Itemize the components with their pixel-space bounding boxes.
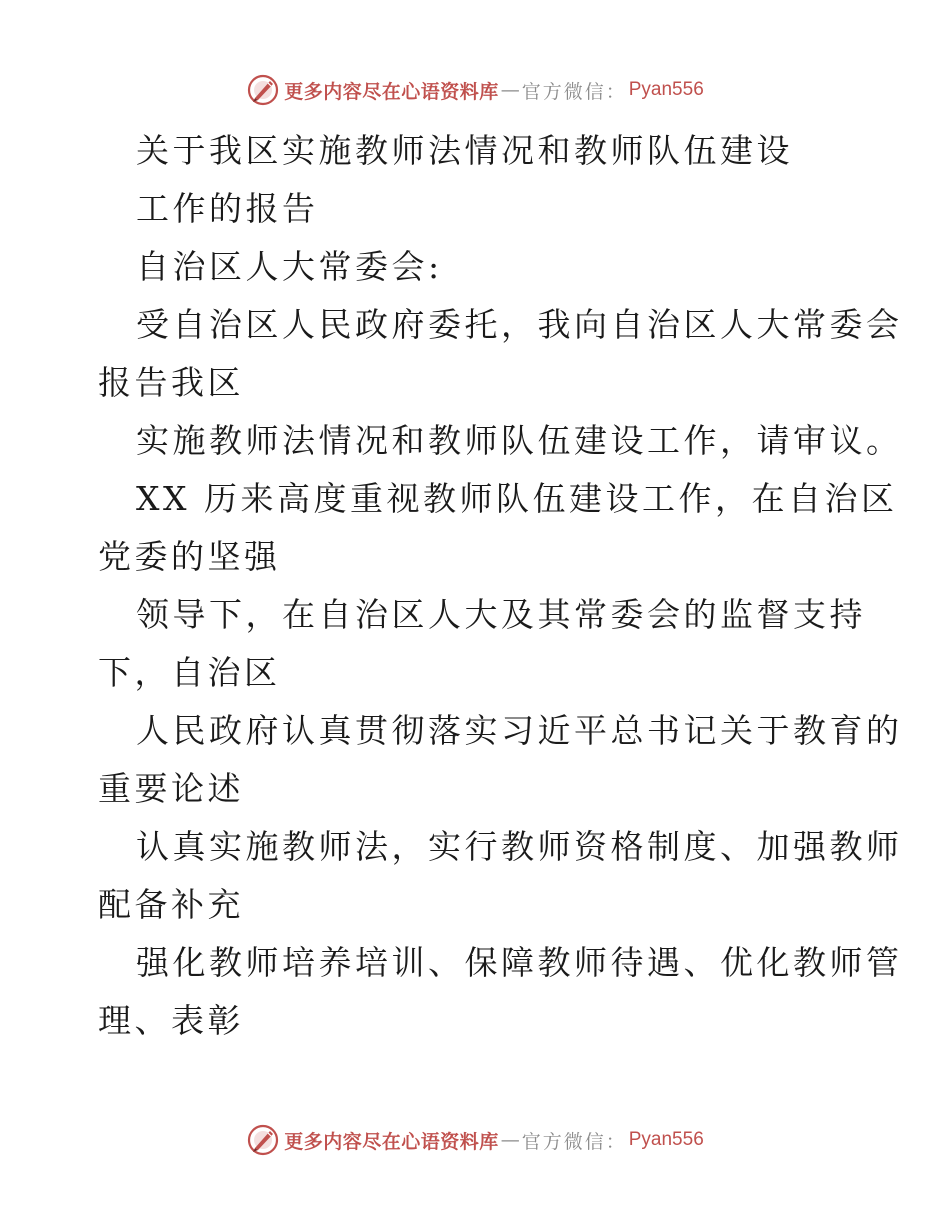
banner-separator: — xyxy=(500,79,520,101)
document-line: 关于我区实施教师法情况和教师队伍建设 xyxy=(136,131,793,170)
document-line: 下，自治区 xyxy=(98,653,281,692)
banner-separator: — xyxy=(500,1129,520,1151)
official-wechat-label: 官方微信： xyxy=(521,1130,627,1153)
wechat-id: Pyan556 xyxy=(628,1129,704,1150)
document-line: 党委的坚强 xyxy=(98,537,281,576)
document-line: 人民政府认真贯彻落实习近平总书记关于教育的 xyxy=(136,711,903,750)
document-line: 理、表彰 xyxy=(98,1001,244,1040)
document-line: 报告我区 xyxy=(98,363,244,402)
document-line: 实施教师法情况和教师队伍建设工作，请审议。 xyxy=(136,421,903,460)
quill-pen-logo-icon xyxy=(246,1123,280,1157)
document-line: 领导下，在自治区人大及其常委会的监督支持 xyxy=(136,595,866,634)
document-line: 重要论述 xyxy=(98,769,244,808)
brand-text: 更多内容尽在心语资料库 xyxy=(284,1130,499,1153)
document-line: XX 历来高度重视教师队伍建设工作，在自治区 xyxy=(136,479,898,518)
brand-text: 更多内容尽在心语资料库 xyxy=(284,80,499,103)
document-line: 工作的报告 xyxy=(136,189,319,228)
quill-pen-logo-icon xyxy=(246,73,280,107)
document-line: 强化教师培养培训、保障教师待遇、优化教师管 xyxy=(136,943,903,982)
wechat-id: Pyan556 xyxy=(628,79,704,100)
document-body xyxy=(98,122,903,1050)
document-line: 配备补充 xyxy=(98,885,244,924)
official-wechat-label: 官方微信： xyxy=(521,80,627,103)
footer-banner xyxy=(0,1120,950,1160)
document-line: 受自治区人民政府委托，我向自治区人大常委会 xyxy=(136,305,903,344)
header-banner xyxy=(0,70,950,110)
document-line: 自治区人大常委会: xyxy=(136,247,443,286)
document-line: 认真实施教师法，实行教师资格制度、加强教师 xyxy=(136,827,903,866)
